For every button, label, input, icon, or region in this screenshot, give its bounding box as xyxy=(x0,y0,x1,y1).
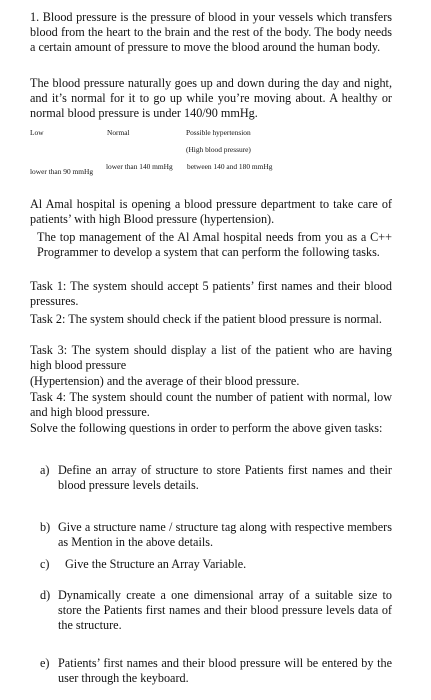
question-c-text: Give the Structure an Array Variable. xyxy=(65,557,247,571)
task-3: Task 3: The system should display a list of the patient who are having high blood pressure xyxy=(30,343,392,373)
question-a-label: a) xyxy=(40,463,50,477)
task-2: Task 2: The system should check if the patient blood pressure is normal. xyxy=(30,312,382,326)
bp-low-range: lower than 90 mmHg xyxy=(30,167,94,176)
question-c-label: c) xyxy=(40,557,50,571)
bp-hypertension-header: Possible hypertension xyxy=(186,128,251,137)
task-1: Task 1: The system should accept 5 patients’ first names and their blood pressures. xyxy=(30,279,392,309)
bp-normal-range: lower than 140 mmHg xyxy=(106,162,173,171)
intro-paragraph-2: The blood pressure naturally goes up and down during the day and night, and it’s normal for it to go up while you’re moving about. A healthy or normal blood pressure is under 140/90 mmHg. xyxy=(30,76,392,121)
solve-instruction: Solve the following questions in order to perform the above given tasks: xyxy=(30,421,383,435)
bp-hypertension-range: between 140 and 180 mmHg xyxy=(187,162,273,171)
bp-normal-header: Normal xyxy=(107,128,130,137)
intro-paragraph-1: 1. Blood pressure is the pressure of blood in your vessels which transfers blood from the heart to the brain and the rest of the body. The body needs a certain amount of pressure to move the blood around the human body. xyxy=(30,10,392,55)
task-4: Task 4: The system should count the number of patient with normal, low and high blood pressure. xyxy=(30,390,392,420)
question-e-text: Patients’ first names and their blood pressure will be entered by the user through the keyboard. xyxy=(58,656,392,686)
question-a-text: Define an array of structure to store Patients first names and their blood pressure levels details. xyxy=(58,463,392,493)
question-d-label: d) xyxy=(40,588,51,602)
question-e-label: e) xyxy=(40,656,50,670)
hospital-paragraph: Al Amal hospital is opening a blood pressure department to take care of patients’ with high Blood pressure (hypertension). xyxy=(30,197,392,227)
management-paragraph: The top management of the Al Amal hospital needs from you as a C++ Programmer to develop a system that can perform the following tasks. xyxy=(37,230,392,260)
task-3-continued: (Hypertension) and the average of their blood pressure. xyxy=(30,374,300,388)
bp-low-header: Low xyxy=(30,128,44,137)
question-b-label: b) xyxy=(40,520,51,534)
bp-hypertension-subheader: (High blood pressure) xyxy=(186,145,251,154)
question-d-text: Dynamically create a one dimensional array of a suitable size to store the Patients first names and their blood pressure levels data of the structure. xyxy=(58,588,392,633)
question-b-text: Give a structure name / structure tag along with respective members as Mention in the above details. xyxy=(58,520,392,550)
